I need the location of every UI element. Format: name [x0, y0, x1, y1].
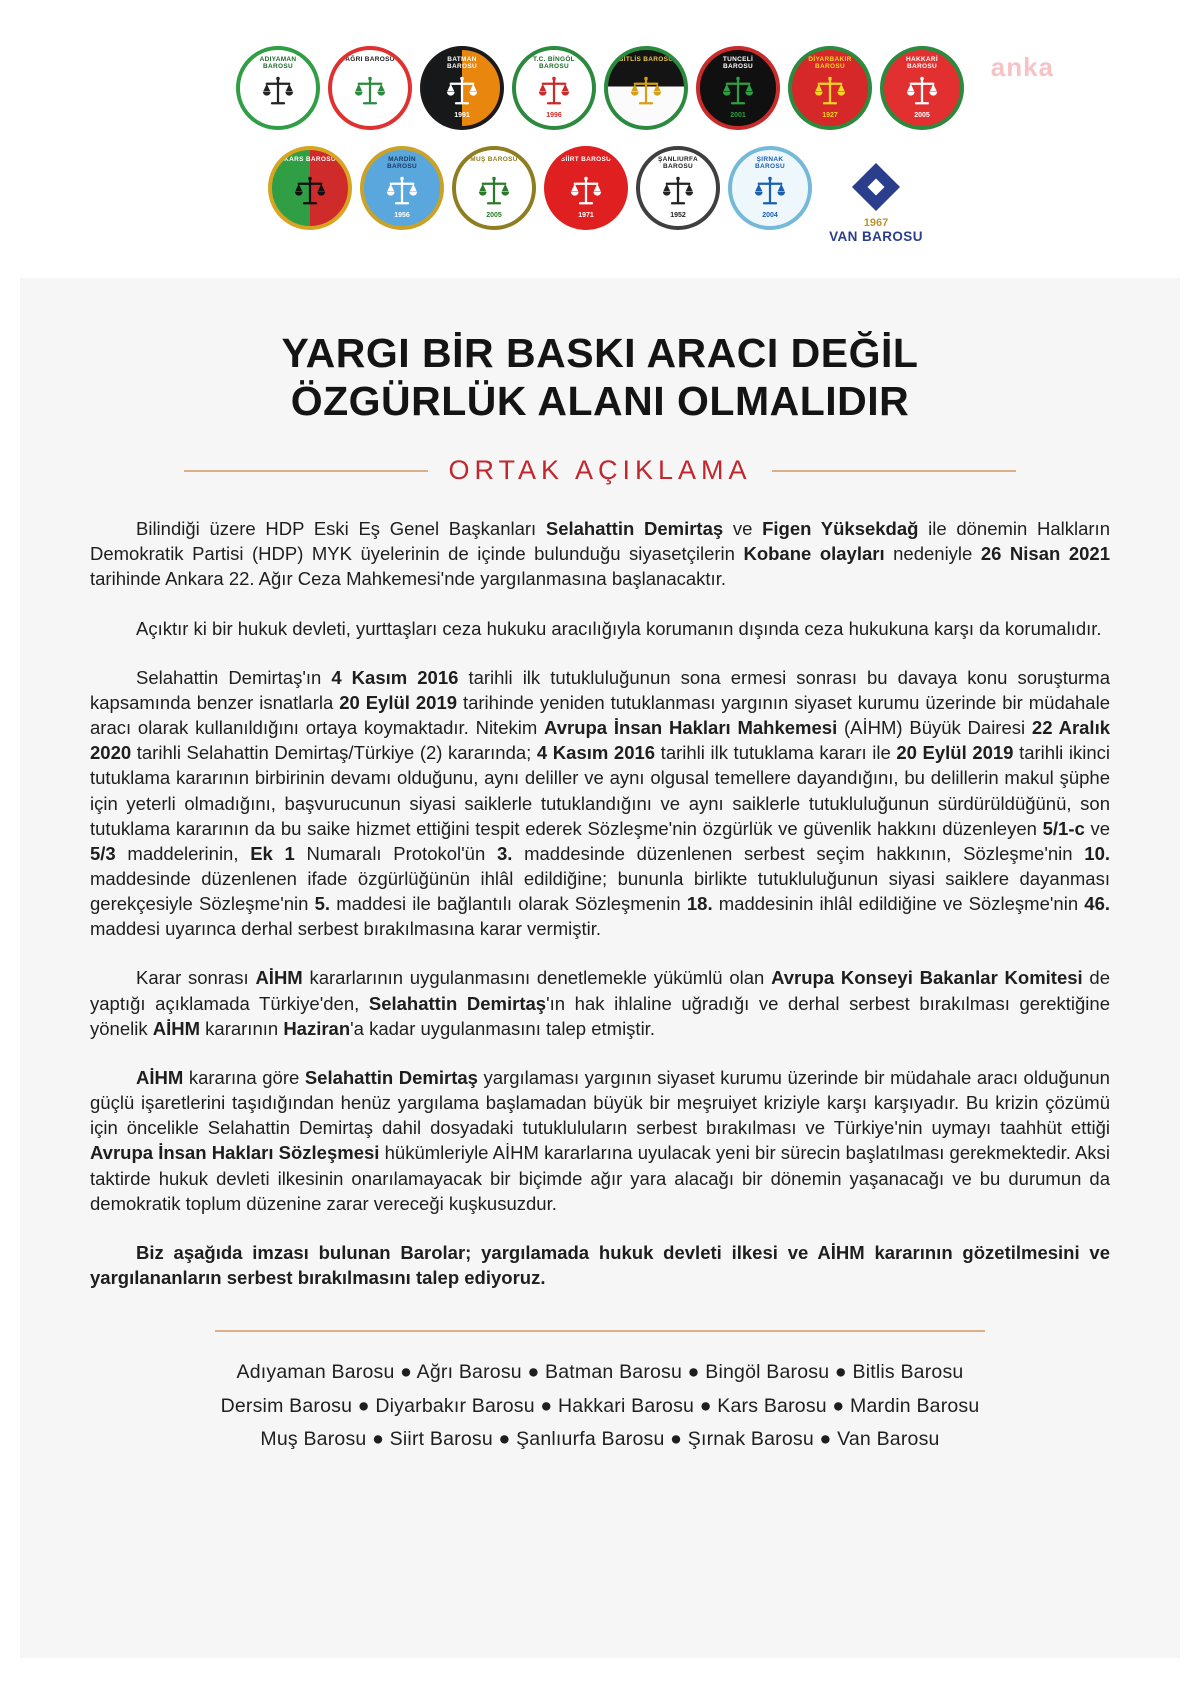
subtitle-rule-right [772, 470, 1016, 472]
logo-label: T.C. BİNGÖL BAROSU [533, 56, 575, 71]
scales-icon [292, 174, 328, 210]
logo-year: 1952 [670, 212, 686, 219]
logo-row-2 [0, 128, 1200, 248]
logo-hakkari-barosu [880, 46, 964, 130]
logo-diyarbakir-barosu [788, 46, 872, 130]
title-line-2: ÖZGÜRLÜK ALANI OLMALIDIR [290, 377, 910, 424]
logo-van-barosu [820, 128, 932, 248]
scales-of-justice-icon [812, 74, 848, 110]
scales-icon [476, 174, 512, 210]
logo-label: DİYARBAKIR BAROSU [808, 56, 852, 71]
logo-sanliurfa-barosu [636, 146, 720, 230]
anka-watermark: anka [990, 52, 1054, 82]
logo-year: 1956 [394, 212, 410, 219]
scales-of-justice-icon [628, 74, 664, 110]
scales-of-justice-icon [660, 174, 696, 210]
logo-year: 2005 [914, 112, 930, 119]
scales-of-justice-icon [260, 74, 296, 110]
logo-label: BİTLİS BAROSU [618, 56, 674, 63]
page-title [90, 330, 1110, 425]
van-diamond-icon [852, 163, 900, 211]
logo-label: SİİRT BAROSU [560, 156, 612, 163]
logo-siirt-barosu [544, 146, 628, 230]
van-diamond-hole [868, 179, 885, 196]
scales-of-justice-icon [536, 74, 572, 110]
scales-icon [536, 74, 572, 110]
scales-icon [812, 74, 848, 110]
paragraph-4: Karar sonrası AİHM kararlarının uygulanmasını denetlemekle yükümlü olan Avrupa Konseyi Bakanlar Komitesi de yaptığı açıklamada Türkiye'den, Selahattin Demirtaş'ın hak ihlaline uğradığı ve derhal serbest bırakılması gerektiğine yönelik AİHM kararının Haziran'a kadar uygulanmasını talep etmiştir. [90, 967, 1111, 1039]
scales-of-justice-icon [292, 174, 328, 210]
statement-body [90, 516, 1110, 1290]
scales-icon [628, 74, 664, 110]
scales-icon [904, 74, 940, 110]
scales-of-justice-icon [444, 74, 480, 110]
scales-of-justice-icon [476, 174, 512, 210]
subtitle-row [184, 455, 1016, 486]
scales-icon [660, 174, 696, 210]
logo-year: 1996 [546, 112, 562, 119]
van-year: 1967 [863, 217, 889, 230]
logo-label: MARDİN BAROSU [387, 156, 417, 171]
logo-label: KARS BAROSU [284, 156, 336, 163]
logo-label: ŞANLIURFA BAROSU [658, 156, 698, 171]
logo-agri-barosu [328, 46, 412, 130]
logo-mus-barosu [452, 146, 536, 230]
separator-rule [215, 1330, 985, 1332]
logo-label: HAKKARİ BAROSU [905, 56, 939, 71]
paragraph-6: Biz aşağıda imzası bulunan Barolar; yargılamada hukuk devleti ilkesi ve AİHM kararının gözetilmesini ve yargılananların serbest bırakılmasını talep ediyoruz. [90, 1241, 1110, 1288]
logo-sirnak-barosu [728, 146, 812, 230]
statement-card [20, 278, 1180, 1658]
scales-of-justice-icon [384, 174, 420, 210]
signatories-line-2: Dersim Barosu ● Diyarbakır Barosu ● Hakkari Barosu ● Kars Barosu ● Mardin Barosu [220, 1394, 980, 1417]
scales-of-justice-icon [752, 174, 788, 210]
scales-of-justice-icon [352, 74, 388, 110]
paragraph-3: Selahattin Demirtaş'ın 4 Kasım 2016 tarihli ilk tutukluluğunun sona ermesi sonrası bu davaya konu soruşturma kapsamında benzer isnatlarla 20 Eylül 2019 tarihinde yeniden tutuklanması yargının siyaset kurumu üzerinde bir müdahale aracı olarak kullanıldığını ortaya koymaktadır. Nitekim Avrupa İnsan Hakları Mahkemesi (AİHM) Büyük Dairesi 22 Aralık 2020 tarihli Selahattin Demirtaş/Türkiye (2) kararında; 4 Kasım 2016 tarihli ilk tutuklama kararı ile 20 Eylül 2019 tarihli ikinci tutuklama kararının birbirinin devamı olduğunu, aynı deliller ve aynı olgusal temellere dayandığını, bu delillerin makul şüphe için yeterli olmadığını, başvurucunun siyasi saiklerle tutuklandığını ve aynı saiklerle tutukluluğunun sürdürüldüğünü, son tutuklama kararının da bu saike hizmet ettiğini tespit ederek Sözleşme'nin özgürlük ve güvenlik hakkını düzenleyen 5/1-c ve 5/3 maddelerinin, Ek 1 Numaralı Protokol'ün 3. maddesinde düzenlenen serbest seçim hakkının, Sözleşme'nin 10. maddesinde düzenlenen ifade özgürlüğünün ihlâl edildiğine; bununla birlikte tutukluluğunun siyasi saiklere dayanması gerekçesiyle Sözleşme'nin 5. maddesi ile bağlantılı olarak Sözleşmenin 18. maddesinin ihlâl edildiğine ve Sözleşme'nin 46. maddesi uyarınca derhal serbest bırakılmasına karar vermiştir. [90, 666, 1111, 940]
header-logos-section [0, 0, 1200, 248]
signatories-line-3: Muş Barosu ● Siirt Barosu ● Şanlıurfa Barosu ● Şırnak Barosu ● Van Barosu [260, 1428, 940, 1451]
paragraph-5: AİHM kararına göre Selahattin Demirtaş yargılaması yargının siyaset kurumu üzerinde bir müdahale aracı olduğunun güçlü işaretlerini taşıdığından henüz yargılama başlamadan büyük bir meşruiyet kriziyle karşı karşıyadır. Bu krizin çözümü için öncelikle Selahattin Demirtaş dahil dosyadaki tutukluluların serbest bırakılması ve Türkiye'nin uymayı taahhüt ettiği Avrupa İnsan Hakları Sözleşmesi hükümleriyle AİHM kararlarına uyulacak yeni bir sürecin başlatılması gerekmektedir. Aksi taktirde hukuk devleti ilkesinin onarılamayacak bir biçimde ağır yara alacağı bir dönemin yaşanacağı ve bu durumun da demokratik toplum düzenine zarar vereceği kuşkusuzdur. [90, 1066, 1110, 1214]
logo-year: 1971 [578, 212, 594, 219]
scales-icon [444, 74, 480, 110]
logo-kars-barosu [268, 146, 352, 230]
scales-icon [568, 174, 604, 210]
title-line-1: YARGI BİR BASKI ARACI DEĞİL [281, 330, 919, 376]
logo-year: 2004 [762, 212, 778, 219]
logo-label: TUNCELİ BAROSU [722, 56, 754, 71]
logo-bitlis-barosu [604, 46, 688, 130]
logo-adiyaman-barosu [236, 46, 320, 130]
scales-icon [752, 174, 788, 210]
signatories-list [90, 1356, 1110, 1463]
logo-label: BATMAN BAROSU [447, 56, 477, 71]
logo-mardin-barosu [360, 146, 444, 230]
logo-year: 2005 [486, 212, 502, 219]
scales-icon [720, 74, 756, 110]
signatories-line-1: Adıyaman Barosu ● Ağrı Barosu ● Batman Barosu ● Bingöl Barosu ● Bitlis Barosu [236, 1361, 964, 1384]
van-name: VAN BAROSU [829, 229, 923, 245]
scales-icon [352, 74, 388, 110]
logo-batman-barosu [420, 46, 504, 130]
logo-year: 1927 [822, 112, 838, 119]
scales-icon [260, 74, 296, 110]
logo-year: 2001 [730, 112, 746, 119]
scales-of-justice-icon [568, 174, 604, 210]
scales-of-justice-icon [720, 74, 756, 110]
logo-label: ŞIRNAK BAROSU [755, 156, 785, 171]
logo-label: ADIYAMAN BAROSU [259, 56, 297, 71]
paragraph-2: Açıktır ki bir hukuk devleti, yurttaşları ceza hukuku aracılığıyla korumanın dışında ceza hukukuna karşı da korumalıdır. [136, 617, 1102, 639]
logo-label: AĞRI BAROSU [345, 56, 395, 63]
scales-of-justice-icon [904, 74, 940, 110]
logo-year: 1991 [454, 112, 470, 119]
scales-icon [384, 174, 420, 210]
logo-label: MUŞ BAROSU [470, 156, 518, 163]
subtitle-rule-left [184, 470, 428, 472]
logo-tunceli-barosu [696, 46, 780, 130]
subtitle: ORTAK AÇIKLAMA [448, 455, 752, 486]
paragraph-1: Bilindiği üzere HDP Eski Eş Genel Başkanları Selahattin Demirtaş ve Figen Yüksekdağ ile dönemin Halkların Demokratik Partisi (HDP) MYK üyelerinin de içinde bulunduğu siyasetçilerin Kobane olayları nedeniyle 26 Nisan 2021 tarihinde Ankara 22. Ağır Ceza Mahkemesi'nde yargılanmasına başlanacaktır. [90, 518, 1110, 590]
logo-bingol-barosu [512, 46, 596, 130]
